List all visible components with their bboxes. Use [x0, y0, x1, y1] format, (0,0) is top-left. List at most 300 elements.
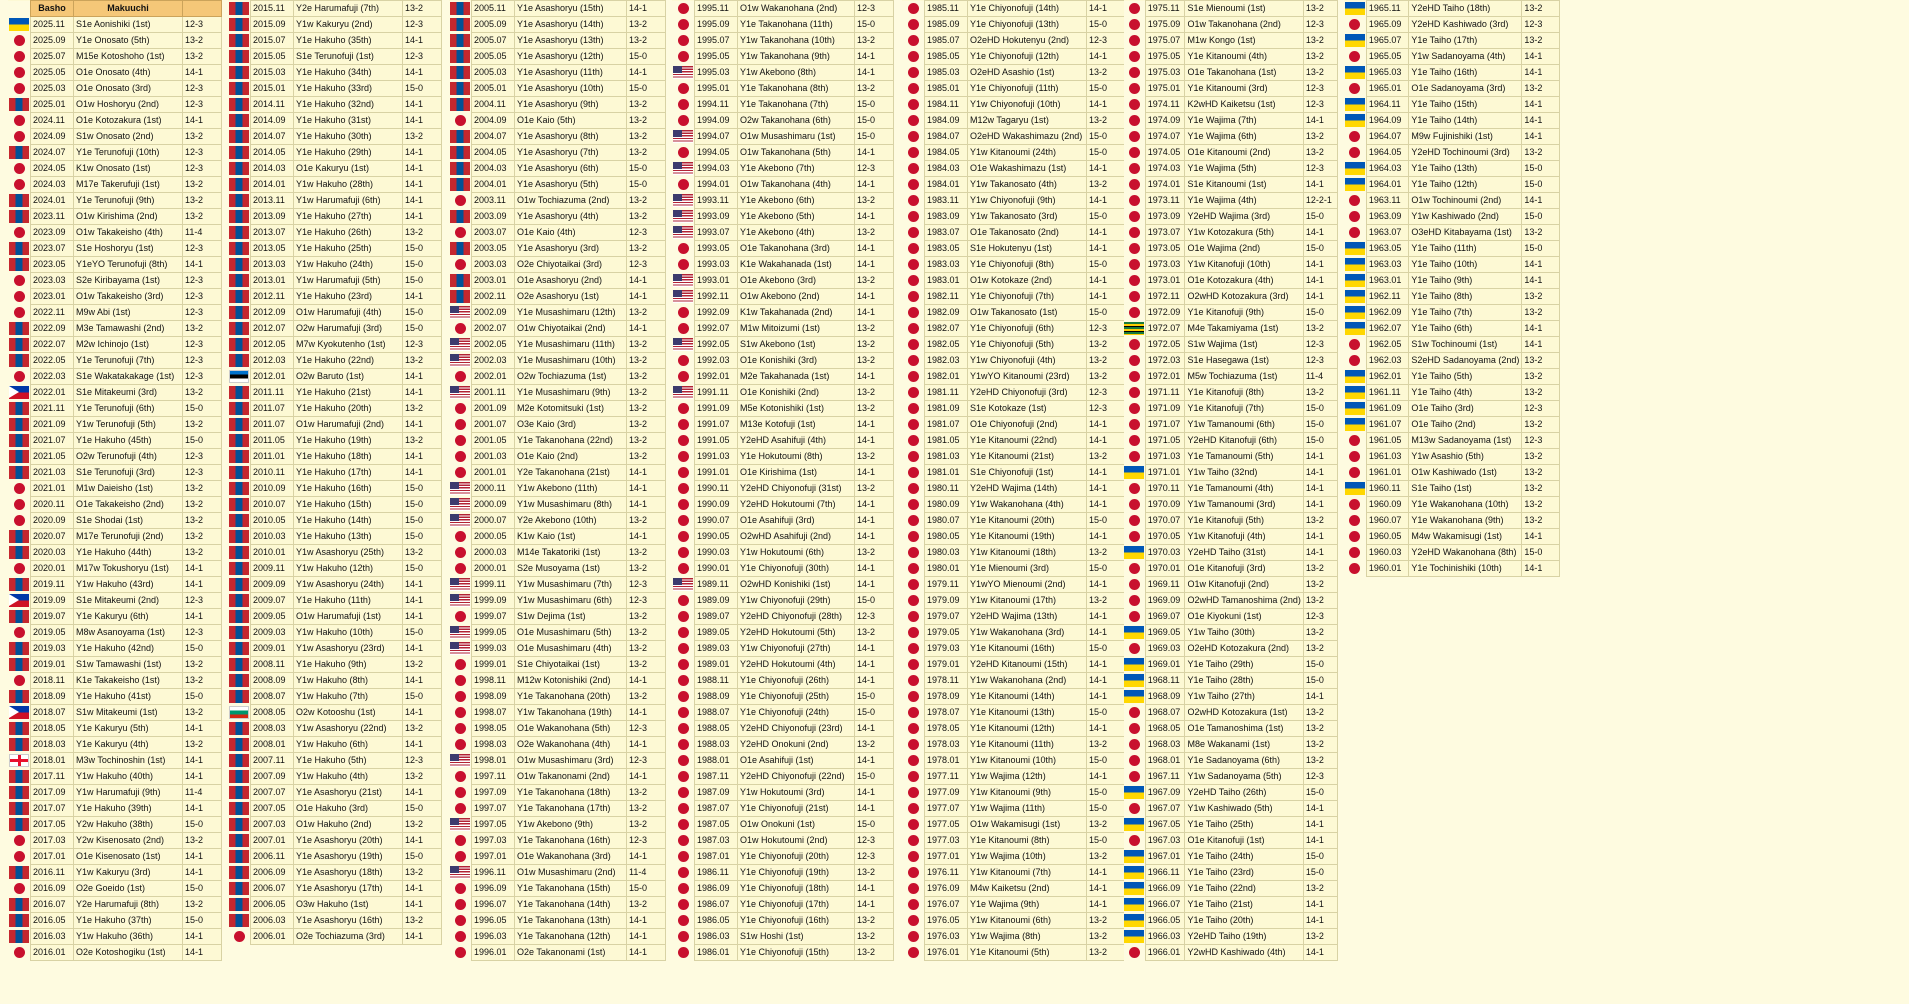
makuuchi-winner: M2e Takahanada (1st)	[738, 369, 855, 385]
table-row	[8, 97, 222, 113]
flag-jp-icon	[1349, 531, 1360, 542]
basho-date: 1970.03	[1145, 545, 1185, 561]
table-row	[1344, 417, 1560, 433]
makuuchi-winner: Y1e Chiyonofuji (11th)	[968, 81, 1087, 97]
record: 14-1	[403, 465, 442, 481]
flag-mn-icon	[9, 658, 29, 671]
table-row	[1124, 673, 1338, 689]
makuuchi-winner: Y1e Takanohana (15th)	[515, 881, 627, 897]
table-row	[672, 433, 894, 449]
flag-cell	[672, 945, 695, 961]
table-row	[1344, 529, 1560, 545]
record: 13-2	[1087, 913, 1126, 929]
makuuchi-winner: Y1w Wajima (8th)	[968, 929, 1087, 945]
table-row	[1124, 721, 1338, 737]
table-row	[1344, 193, 1560, 209]
basho-date: 2008.01	[251, 737, 294, 753]
flag-cell	[902, 1, 925, 17]
makuuchi-winner: Y1w Kitanofuji (4th)	[1185, 529, 1303, 545]
flag-cell	[8, 353, 31, 369]
table-row	[902, 17, 1126, 33]
basho-date: 2009.03	[251, 625, 294, 641]
makuuchi-winner: Y1e Chiyonofuji (14th)	[968, 1, 1087, 17]
flag-jp-icon	[14, 67, 25, 78]
table-row	[8, 705, 222, 721]
basho-date: 2014.01	[251, 177, 294, 193]
record: 11-4	[183, 225, 222, 241]
table-row	[1344, 49, 1560, 65]
flag-mn-icon	[9, 642, 29, 655]
basho-date: 1998.07	[472, 705, 515, 721]
flag-cell	[8, 257, 31, 273]
makuuchi-winner: Y1e Asashoryu (4th)	[515, 209, 627, 225]
makuuchi-winner: Y2eHD Asahifuji (4th)	[738, 433, 855, 449]
basho-date: 1990.05	[695, 529, 738, 545]
basho-date: 1976.11	[925, 865, 968, 881]
table-row	[1344, 241, 1560, 257]
makuuchi-winner: Y1e Taiho (14th)	[1409, 113, 1522, 129]
record: 13-2	[855, 865, 894, 881]
flag-cell	[449, 849, 472, 865]
flag-cell	[8, 49, 31, 65]
flag-cell	[1124, 161, 1145, 177]
flag-cell	[1124, 817, 1145, 833]
table-row	[1124, 465, 1338, 481]
record: 13-2	[1303, 641, 1337, 657]
basho-date: 2013.01	[251, 273, 294, 289]
flag-jp-icon	[908, 275, 919, 286]
flag-jp-icon	[14, 83, 25, 94]
record: 14-1	[403, 577, 442, 593]
flag-jp-icon	[678, 563, 689, 574]
makuuchi-winner: Y1w Takanohana (9th)	[738, 49, 855, 65]
flag-cell	[228, 529, 251, 545]
flag-jp-icon	[1349, 339, 1360, 350]
record: 14-1	[403, 673, 442, 689]
record: 14-1	[403, 833, 442, 849]
flag-jp-icon	[908, 419, 919, 430]
makuuchi-winner: O1e Kotozakura (4th)	[1185, 273, 1303, 289]
record: 14-1	[403, 897, 442, 913]
table-row	[902, 881, 1126, 897]
basho-date: 1997.09	[472, 785, 515, 801]
table-row	[902, 337, 1126, 353]
basho-date: 1963.07	[1366, 225, 1409, 241]
flag-mn-icon	[9, 322, 29, 335]
makuuchi-winner: Y1e Akebono (5th)	[738, 209, 855, 225]
flag-jp-icon	[455, 835, 466, 846]
flag-cell	[228, 65, 251, 81]
basho-date: 2004.03	[472, 161, 515, 177]
flag-ua-icon	[1345, 306, 1365, 319]
flag-jp-icon	[14, 851, 25, 862]
flag-jp-icon	[14, 131, 25, 142]
basho-date: 1982.01	[925, 369, 968, 385]
flag-jp-icon	[678, 19, 689, 30]
makuuchi-winner: Y1e Kitanoumi (11th)	[968, 737, 1087, 753]
record: 13-2	[855, 401, 894, 417]
flag-cell	[449, 785, 472, 801]
flag-cell	[902, 33, 925, 49]
makuuchi-winner: K2wHD Kaiketsu (1st)	[1185, 97, 1303, 113]
basho-date: 2011.07	[251, 401, 294, 417]
table-row	[1124, 881, 1338, 897]
makuuchi-winner: S1e Taiho (1st)	[1409, 481, 1522, 497]
basho-date: 1983.07	[925, 225, 968, 241]
makuuchi-winner: Y1e Taiho (17th)	[1409, 33, 1522, 49]
flag-jp-icon	[908, 611, 919, 622]
makuuchi-winner: S2e Kiribayama (1st)	[74, 273, 183, 289]
flag-cell	[8, 81, 31, 97]
flag-jp-icon	[1129, 83, 1140, 94]
flag-ua-icon	[1345, 322, 1365, 335]
record: 15-0	[403, 481, 442, 497]
flag-cell	[902, 529, 925, 545]
flag-cell	[1124, 849, 1145, 865]
table-row	[902, 33, 1126, 49]
record: 15-0	[855, 129, 894, 145]
record: 14-1	[627, 65, 666, 81]
flag-jp-icon	[678, 803, 689, 814]
basho-date: 2004.05	[472, 145, 515, 161]
record: 13-2	[403, 129, 442, 145]
makuuchi-winner: Y1e Taiho (20th)	[1185, 913, 1303, 929]
flag-cell	[672, 705, 695, 721]
flag-cell	[1124, 145, 1145, 161]
flag-jp-icon	[455, 467, 466, 478]
makuuchi-winner: M7w Kyokutenho (1st)	[294, 337, 403, 353]
record: 12-3	[183, 145, 222, 161]
table-row	[449, 561, 666, 577]
record: 14-1	[403, 385, 442, 401]
basho-date: 1971.05	[1145, 433, 1185, 449]
record: 13-2	[183, 529, 222, 545]
flag-jp-icon	[1349, 51, 1360, 62]
makuuchi-winner: Y1e Asashoryu (7th)	[515, 145, 627, 161]
record: 13-2	[1522, 145, 1560, 161]
flag-cell	[228, 657, 251, 673]
table-row	[228, 833, 442, 849]
basho-date: 2008.03	[251, 721, 294, 737]
flag-cell	[228, 785, 251, 801]
makuuchi-winner: Y1e Asashoryu (14th)	[515, 17, 627, 33]
flag-jp-icon	[908, 163, 919, 174]
flag-mn-icon	[229, 434, 249, 447]
flag-jp-icon	[678, 483, 689, 494]
flag-cell	[672, 577, 695, 593]
flag-cell	[1344, 321, 1366, 337]
flag-cell	[1124, 209, 1145, 225]
table-row	[902, 929, 1126, 945]
table-row	[8, 177, 222, 193]
table-row	[902, 49, 1126, 65]
flag-mn-icon	[229, 402, 249, 415]
record: 13-2	[1087, 945, 1126, 961]
basho-date: 1970.11	[1145, 481, 1185, 497]
table-row	[8, 945, 222, 961]
record: 15-0	[183, 433, 222, 449]
table-row	[1124, 929, 1338, 945]
basho-date: 2010.03	[251, 529, 294, 545]
table-row	[8, 609, 222, 625]
flag-cell	[672, 673, 695, 689]
flag-cell	[228, 481, 251, 497]
flag-jp-icon	[678, 515, 689, 526]
flag-cell	[1344, 273, 1366, 289]
basho-date: 2015.03	[251, 65, 294, 81]
table-row	[449, 33, 666, 49]
table-row	[1124, 417, 1338, 433]
table-row	[8, 433, 222, 449]
record: 13-2	[183, 129, 222, 145]
makuuchi-winner: S1e Kotokaze (1st)	[968, 401, 1087, 417]
makuuchi-winner: Y1eYO Terunofuji (8th)	[74, 257, 183, 273]
record: 15-0	[1522, 209, 1560, 225]
flag-cell	[1124, 193, 1145, 209]
makuuchi-winner: O1e Kisenosato (1st)	[74, 849, 183, 865]
flag-us-icon	[450, 818, 470, 831]
record: 14-1	[1087, 161, 1126, 177]
flag-cell	[1344, 529, 1366, 545]
table-row	[449, 881, 666, 897]
flag-cell	[1124, 897, 1145, 913]
flag-cell	[672, 289, 695, 305]
makuuchi-winner: O2w Harumafuji (3rd)	[294, 321, 403, 337]
basho-date: 1972.03	[1145, 353, 1185, 369]
header-row	[8, 1, 222, 17]
record: 11-4	[183, 785, 222, 801]
basho-date: 1995.11	[695, 1, 738, 17]
table-row	[1124, 817, 1338, 833]
makuuchi-winner: M12w Kotonishiki (2nd)	[515, 673, 627, 689]
flag-jp-icon	[455, 195, 466, 206]
record: 12-3	[183, 17, 222, 33]
record: 12-3	[855, 161, 894, 177]
record: 13-2	[627, 145, 666, 161]
flag-jp-icon	[1129, 803, 1140, 814]
record: 14-1	[403, 145, 442, 161]
makuuchi-winner: S1e Chiyotaikai (1st)	[515, 657, 627, 673]
makuuchi-winner: O1e Kiyokuni (1st)	[1185, 609, 1303, 625]
record: 15-0	[1087, 513, 1126, 529]
basho-date: 1997.11	[472, 769, 515, 785]
table-row	[672, 561, 894, 577]
table-row	[1124, 193, 1338, 209]
record: 14-1	[1303, 113, 1337, 129]
makuuchi-winner: O2e Goeido (1st)	[74, 881, 183, 897]
flag-cell	[449, 865, 472, 881]
table-row	[902, 433, 1126, 449]
basho-date: 1975.01	[1145, 81, 1185, 97]
table-row	[8, 929, 222, 945]
table-row	[672, 417, 894, 433]
table-row	[672, 929, 894, 945]
record: 14-1	[403, 65, 442, 81]
flag-us-icon	[450, 306, 470, 319]
flag-us-icon	[450, 754, 470, 767]
flag-cell	[228, 225, 251, 241]
table-row	[902, 481, 1126, 497]
makuuchi-winner: S2eHD Sadanoyama (2nd)	[1409, 353, 1522, 369]
record: 13-2	[1522, 1, 1560, 17]
makuuchi-winner: Y1e Kitanoumi (8th)	[968, 833, 1087, 849]
basho-date: 1968.09	[1145, 689, 1185, 705]
flag-cell	[672, 257, 695, 273]
record: 13-2	[1522, 497, 1560, 513]
record: 14-1	[1522, 529, 1560, 545]
flag-cell	[8, 449, 31, 465]
table-row	[902, 545, 1126, 561]
basho-date: 1986.11	[695, 865, 738, 881]
basho-date: 1962.11	[1366, 289, 1409, 305]
makuuchi-winner: O1w Onokuni (1st)	[738, 817, 855, 833]
record: 14-1	[1303, 833, 1337, 849]
makuuchi-winner: S1e Terunofuji (3rd)	[74, 465, 183, 481]
basho-date: 2006.07	[251, 881, 294, 897]
flag-cell	[1124, 417, 1145, 433]
table-row	[1124, 865, 1338, 881]
makuuchi-winner: Y2eHD Hokutoumi (5th)	[738, 625, 855, 641]
flag-cell	[902, 401, 925, 417]
makuuchi-winner: M4w Kaiketsu (2nd)	[968, 881, 1087, 897]
record: 14-1	[855, 417, 894, 433]
flag-cell	[672, 385, 695, 401]
makuuchi-winner: Y1w Chiyonofuji (27th)	[738, 641, 855, 657]
basho-date: 1984.03	[925, 161, 968, 177]
flag-mn-icon	[9, 466, 29, 479]
basho-date: 2007.01	[251, 833, 294, 849]
basho-date: 1971.11	[1145, 385, 1185, 401]
makuuchi-winner: Y1e Chiyonofuji (12th)	[968, 49, 1087, 65]
basho-date: 2003.03	[472, 257, 515, 273]
flag-jp-icon	[455, 771, 466, 782]
flag-cell	[672, 369, 695, 385]
basho-date: 1989.07	[695, 609, 738, 625]
record: 13-2	[1303, 49, 1337, 65]
makuuchi-winner: Y1e Takanohana (16th)	[515, 833, 627, 849]
basho-date: 1974.01	[1145, 177, 1185, 193]
flag-jp-icon	[1129, 35, 1140, 46]
table-row	[228, 33, 442, 49]
table-row	[8, 865, 222, 881]
flag-cell	[1124, 177, 1145, 193]
table-row	[1124, 705, 1338, 721]
flag-mn-icon	[9, 242, 29, 255]
makuuchi-winner: Y1w Harumafuji (9th)	[74, 785, 183, 801]
flag-jp-icon	[455, 899, 466, 910]
table-row	[902, 1, 1126, 17]
flag-jp-icon	[908, 531, 919, 542]
record: 14-1	[183, 721, 222, 737]
makuuchi-winner: O1e Onosato (3rd)	[74, 81, 183, 97]
makuuchi-winner: Y1e Kitanoumi (21st)	[968, 449, 1087, 465]
flag-cell	[672, 657, 695, 673]
record: 13-2	[1522, 449, 1560, 465]
flag-cell	[902, 641, 925, 657]
record: 15-0	[1087, 257, 1126, 273]
flag-cell	[1124, 337, 1145, 353]
makuuchi-winner: Y1e Hakuho (21st)	[294, 385, 403, 401]
flag-cell	[228, 577, 251, 593]
flag-jp-icon	[678, 723, 689, 734]
basho-date: 1994.01	[695, 177, 738, 193]
makuuchi-winner: Y1e Chiyonofuji (24th)	[738, 705, 855, 721]
makuuchi-winner: S1e Hasegawa (1st)	[1185, 353, 1303, 369]
makuuchi-winner: Y1w Chiyonofuji (4th)	[968, 353, 1087, 369]
flag-us-icon	[673, 130, 693, 143]
basho-date: 1995.09	[695, 17, 738, 33]
table-row	[8, 321, 222, 337]
basho-date: 2024.11	[31, 113, 74, 129]
makuuchi-winner: Y1e Asashoryu (3rd)	[515, 241, 627, 257]
flag-cell	[1124, 225, 1145, 241]
flag-ua-icon	[1345, 274, 1365, 287]
flag-cell	[1344, 97, 1366, 113]
flag-cell	[672, 593, 695, 609]
basho-date: 1968.03	[1145, 737, 1185, 753]
record: 13-2	[1087, 545, 1126, 561]
table-row	[228, 545, 442, 561]
table-row	[8, 913, 222, 929]
basho-date: 1965.07	[1366, 33, 1409, 49]
record: 13-2	[403, 401, 442, 417]
basho-date: 2005.03	[472, 65, 515, 81]
table-row	[8, 49, 222, 65]
basho-date: 2006.09	[251, 865, 294, 881]
flag-cell	[228, 209, 251, 225]
record: 13-2	[183, 513, 222, 529]
table-row	[449, 833, 666, 849]
makuuchi-winner: Y1w Taiho (32nd)	[1185, 465, 1303, 481]
flag-jp-icon	[455, 691, 466, 702]
flag-cell	[8, 97, 31, 113]
basho-date: 1966.05	[1145, 913, 1185, 929]
record: 14-1	[1303, 801, 1337, 817]
flag-ua-icon	[1345, 162, 1365, 175]
makuuchi-winner: Y1e Wajima (7th)	[1185, 113, 1303, 129]
makuuchi-winner: M9w Fujinishiki (1st)	[1409, 129, 1522, 145]
record: 14-1	[183, 561, 222, 577]
basho-date: 1978.09	[925, 689, 968, 705]
makuuchi-winner: O1w Kotokaze (2nd)	[968, 273, 1087, 289]
flag-ua-icon	[1124, 466, 1144, 479]
makuuchi-winner: M5e Kotonishiki (1st)	[738, 401, 855, 417]
makuuchi-winner: K1e Wakahanada (1st)	[738, 257, 855, 273]
basho-date: 1967.03	[1145, 833, 1185, 849]
basho-date: 2023.03	[31, 273, 74, 289]
flag-ua-icon	[1345, 2, 1365, 15]
basho-date: 1977.01	[925, 849, 968, 865]
makuuchi-winner: Y1e Wajima (5th)	[1185, 161, 1303, 177]
record: 13-2	[1303, 721, 1337, 737]
flag-us-icon	[673, 386, 693, 399]
record: 14-1	[1522, 65, 1560, 81]
record: 14-1	[183, 865, 222, 881]
makuuchi-winner: Y2eHD Hokutoumi (7th)	[738, 497, 855, 513]
flag-cell	[1124, 737, 1145, 753]
record: 12-3	[855, 849, 894, 865]
makuuchi-winner: O1e Sadanoyama (3rd)	[1409, 81, 1522, 97]
record: 12-3	[1303, 337, 1337, 353]
table-row	[228, 737, 442, 753]
flag-mn-icon	[229, 818, 249, 831]
table-row	[672, 97, 894, 113]
record: 14-1	[855, 785, 894, 801]
makuuchi-winner: Y1w Musashimaru (8th)	[515, 497, 627, 513]
record: 15-0	[403, 513, 442, 529]
basho-date: 1993.03	[695, 257, 738, 273]
record: 15-0	[855, 113, 894, 129]
